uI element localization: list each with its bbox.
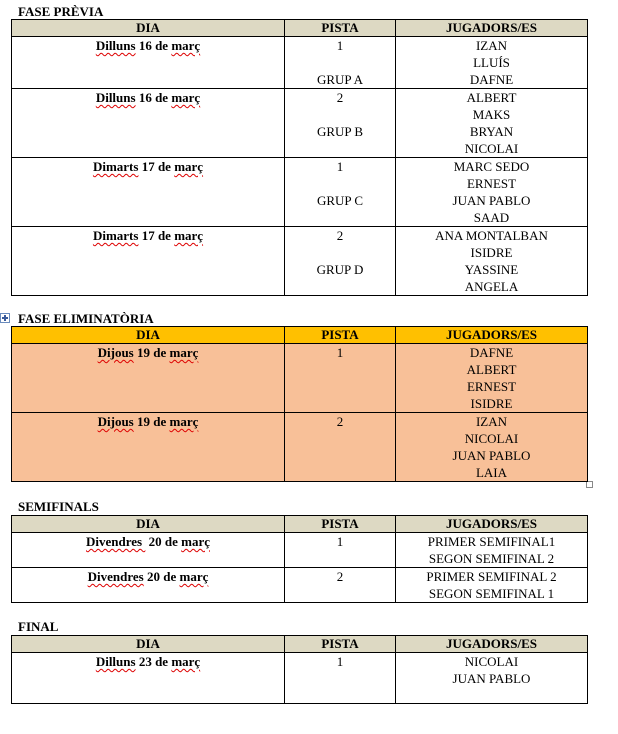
header-dia: DIA xyxy=(12,636,285,653)
table-row xyxy=(12,89,588,158)
player-name: ALBERT xyxy=(466,90,517,105)
cell-jugadors xyxy=(396,344,588,413)
table-row xyxy=(12,158,588,227)
cell-jugadors xyxy=(396,653,588,704)
dia-preposition: de xyxy=(155,654,169,669)
cell-dia xyxy=(12,344,285,413)
dia-day-number: 17 xyxy=(141,159,155,174)
player-name: JUAN PABLO xyxy=(452,193,531,208)
player-name: SEGON SEMIFINAL 1 xyxy=(428,586,555,601)
player-name: IZAN xyxy=(475,38,508,53)
section-title-fase-previa: FASE PRÈVIA xyxy=(18,4,104,19)
table-move-handle-icon[interactable] xyxy=(0,313,10,323)
blank-line xyxy=(287,54,393,71)
group-label: GRUP B xyxy=(316,124,364,139)
dia-preposition: de xyxy=(153,345,167,360)
table-row xyxy=(12,413,588,482)
header-pista: PISTA xyxy=(285,20,396,37)
dia-preposition: de xyxy=(155,90,169,105)
cell-dia xyxy=(12,533,285,568)
pista-number: 2 xyxy=(336,414,344,429)
dia-day-name: Dijous xyxy=(97,345,134,360)
dia-month: març xyxy=(171,38,201,53)
player-name: ERNEST xyxy=(466,176,517,191)
cell-pista xyxy=(285,533,396,568)
section-title-final: FINAL xyxy=(18,619,59,634)
player-name: DAFNE xyxy=(469,345,514,360)
player-name: DAFNE xyxy=(469,72,514,87)
dia-month: març xyxy=(181,534,210,549)
header-jugadors: JUGADORS/ES xyxy=(396,20,588,37)
header-pista: PISTA xyxy=(285,636,396,653)
dia-preposition: de xyxy=(157,159,171,174)
table-row xyxy=(12,227,588,296)
cell-pista xyxy=(285,568,396,603)
cell-jugadors xyxy=(396,89,588,158)
cell-jugadors xyxy=(396,568,588,603)
header-dia: DIA xyxy=(12,327,285,344)
cell-dia xyxy=(12,568,285,603)
player-name: NICOLAI xyxy=(464,654,519,669)
cell-dia xyxy=(12,413,285,482)
player-name: JUAN PABLO xyxy=(452,448,531,463)
pista-number: 1 xyxy=(336,159,344,174)
cell-dia xyxy=(12,653,285,704)
player-name: IZAN xyxy=(475,414,508,429)
dia-month: març xyxy=(169,345,199,360)
dia-month: març xyxy=(174,159,204,174)
dia-day-name: Dimarts xyxy=(92,228,139,243)
table-final xyxy=(11,635,588,704)
player-name: ERNEST xyxy=(466,379,517,394)
header-pista: PISTA xyxy=(285,327,396,344)
dia-day-number: 20 xyxy=(146,569,160,584)
dia-day-name: Dimarts xyxy=(92,159,139,174)
dia-day-number: 19 xyxy=(137,345,150,360)
pista-number: 1 xyxy=(336,654,344,669)
dia-day-name: Divendres xyxy=(86,534,146,549)
table-row xyxy=(12,533,588,568)
player-name: PRIMER SEMIFINAL 2 xyxy=(426,569,557,584)
dia-day-name: Divendres xyxy=(87,569,144,584)
table-row xyxy=(12,568,588,603)
pista-number: 1 xyxy=(336,534,344,549)
table-fase-eliminatoria xyxy=(11,326,588,482)
cell-jugadors xyxy=(396,227,588,296)
dia-day-number: 19 xyxy=(137,414,150,429)
cell-jugadors xyxy=(396,158,588,227)
dia-month: març xyxy=(171,654,201,669)
blank-line xyxy=(287,244,393,261)
player-name: LAIA xyxy=(475,465,508,480)
header-jugadors: JUGADORS/ES xyxy=(396,516,588,533)
table-resize-handle[interactable] xyxy=(586,481,593,488)
dia-preposition: de xyxy=(164,534,178,549)
player-name: ISIDRE xyxy=(470,245,513,260)
header-jugadors: JUGADORS/ES xyxy=(396,327,588,344)
cell-pista xyxy=(285,227,396,296)
pista-number: 2 xyxy=(336,90,344,105)
dia-day-number: 23 xyxy=(138,654,152,669)
cell-pista xyxy=(285,344,396,413)
dia-day-number: 16 xyxy=(138,90,152,105)
player-name: ANA MONTALBAN xyxy=(435,228,548,243)
dia-day-number: 17 xyxy=(141,228,155,243)
pista-number: 1 xyxy=(336,38,344,53)
dia-preposition: de xyxy=(153,414,167,429)
cell-jugadors xyxy=(396,533,588,568)
dia-month: març xyxy=(169,414,199,429)
table-row xyxy=(12,653,588,704)
player-name: SAAD xyxy=(473,210,510,225)
dia-day-name: Dilluns xyxy=(95,90,136,105)
cell-pista xyxy=(285,653,396,704)
blank-line xyxy=(287,175,393,192)
player-name: NICOLAI xyxy=(464,141,519,156)
cell-pista xyxy=(285,158,396,227)
dia-day-name: Dilluns xyxy=(95,654,136,669)
dia-preposition: de xyxy=(155,38,169,53)
pista-number: 2 xyxy=(336,569,344,584)
player-name: ALBERT xyxy=(466,362,517,377)
pista-number: 1 xyxy=(336,345,344,360)
dia-preposition: de xyxy=(157,228,171,243)
player-name: BRYAN xyxy=(469,124,514,139)
player-name: PRIMER SEMIFINAL1 xyxy=(427,534,556,549)
player-name: JUAN PABLO xyxy=(452,671,531,686)
group-label: GRUP D xyxy=(316,262,364,277)
player-name: MARC SEDO xyxy=(453,159,530,174)
header-dia: DIA xyxy=(12,20,285,37)
cell-dia xyxy=(12,89,285,158)
cell-pista xyxy=(285,37,396,89)
cell-dia xyxy=(12,227,285,296)
table-row xyxy=(12,37,588,89)
pista-number: 2 xyxy=(336,228,344,243)
dia-preposition: de xyxy=(163,569,177,584)
player-name: ANGELA xyxy=(464,279,519,294)
section-title-semifinals: SEMIFINALS xyxy=(18,499,99,514)
cell-pista xyxy=(285,413,396,482)
table-row xyxy=(12,344,588,413)
dia-day-name: Dijous xyxy=(97,414,134,429)
player-name: NICOLAI xyxy=(464,431,519,446)
cell-jugadors xyxy=(396,37,588,89)
header-dia: DIA xyxy=(12,516,285,533)
group-label: GRUP A xyxy=(316,72,364,87)
cell-pista xyxy=(285,89,396,158)
cell-jugadors xyxy=(396,413,588,482)
player-name: ISIDRE xyxy=(470,396,513,411)
player-name: LLUÍS xyxy=(473,55,510,70)
player-name: SEGON SEMIFINAL 2 xyxy=(428,551,555,566)
cell-dia xyxy=(12,158,285,227)
player-name: YASSINE xyxy=(464,262,519,277)
header-pista: PISTA xyxy=(285,516,396,533)
header-jugadors: JUGADORS/ES xyxy=(396,636,588,653)
dia-day-name: Dilluns xyxy=(95,38,136,53)
table-semifinals xyxy=(11,515,588,603)
cell-dia xyxy=(12,37,285,89)
dia-month: març xyxy=(171,90,201,105)
section-title-fase-eliminatoria: FASE ELIMINATÒRIA xyxy=(18,311,154,326)
blank-line xyxy=(287,106,393,123)
dia-day-number: 16 xyxy=(138,38,152,53)
dia-month: març xyxy=(179,569,209,584)
table-fase-previa xyxy=(11,19,588,296)
dia-month: març xyxy=(174,228,204,243)
dia-day-number: 20 xyxy=(148,534,162,549)
player-name: MAKS xyxy=(472,107,511,122)
group-label: GRUP C xyxy=(316,193,364,208)
